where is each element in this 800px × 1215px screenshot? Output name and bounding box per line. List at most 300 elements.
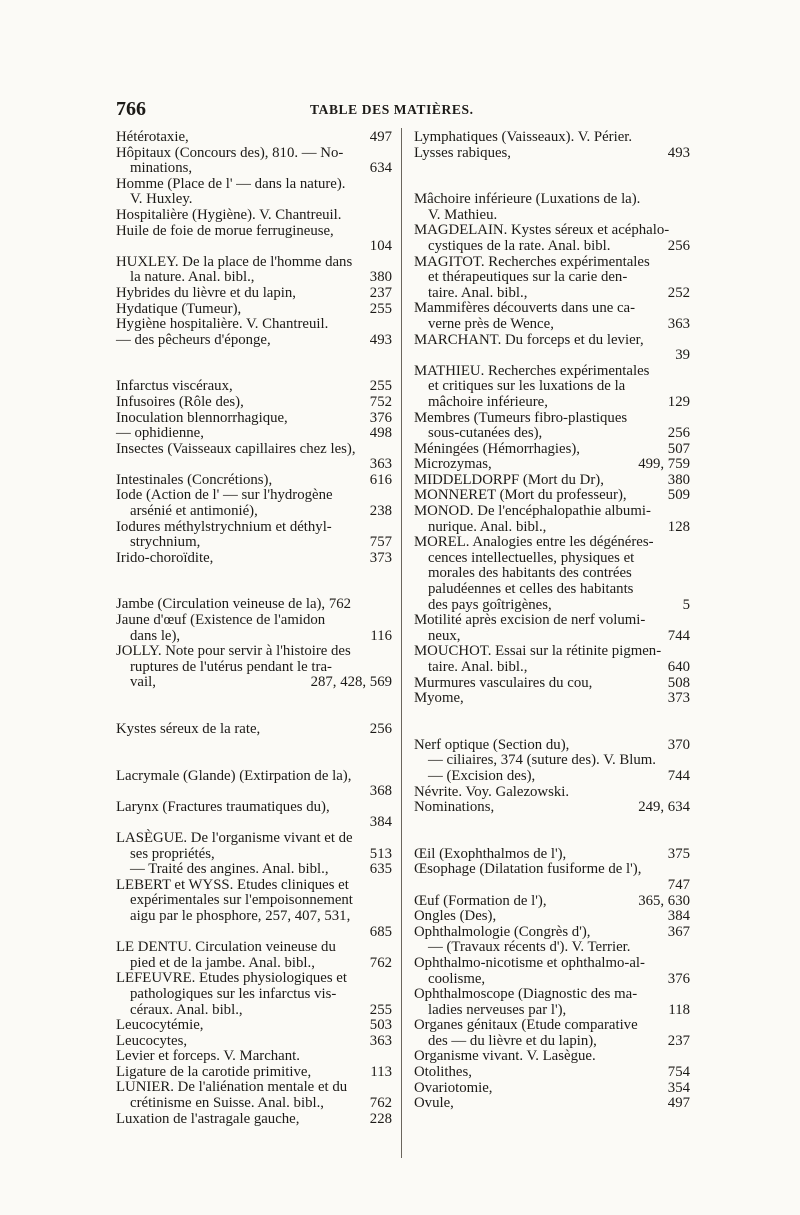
- entry-text: HUXLEY. De la place de l'homme dans: [116, 253, 353, 270]
- index-entry-line: [116, 613, 392, 629]
- entry-text: cystiques de la rate. Anal. bibl.: [428, 237, 611, 254]
- index-entry-line: [414, 847, 690, 863]
- page-header: [116, 98, 694, 122]
- entry-text: Infarctus viscéraux,: [116, 378, 233, 395]
- index-entry-line: [414, 348, 690, 364]
- index-entry-line: [414, 130, 690, 146]
- running-title: TABLE DES MATIÈRES.: [310, 102, 474, 117]
- index-entry-line: [414, 894, 690, 910]
- index-entry-line: [414, 301, 690, 317]
- index-entry: [116, 551, 392, 567]
- index-entry: [414, 504, 690, 535]
- entry-text: Inoculation blennorrhagique,: [116, 409, 288, 426]
- entry-text: Iode (Action de l' — sur l'hydrogène: [116, 487, 333, 504]
- index-entry-line: [414, 223, 690, 239]
- page-reference: 118: [668, 1001, 690, 1018]
- entry-text: Œil (Exophthalmos de l'),: [414, 845, 567, 862]
- entry-text: Ovariotomie,: [414, 1079, 493, 1096]
- index-entry-line: [414, 442, 690, 458]
- entry-text: MOREL. Analogies entre les dégénéres-: [414, 534, 654, 551]
- page-reference: 129: [667, 393, 690, 410]
- index-entry: [414, 613, 690, 644]
- entry-text: cences intellectuelles, physiques et: [428, 549, 635, 566]
- index-entry: [414, 956, 690, 987]
- entry-text: Membres (Tumeurs fibro-plastiques: [414, 409, 628, 426]
- index-entry-line: [414, 644, 690, 660]
- index-entry-line: [116, 286, 392, 302]
- index-entry-line: [116, 660, 392, 676]
- index-entry-line: [116, 130, 392, 146]
- entry-text: Hétérotaxie,: [116, 129, 189, 145]
- index-entry: [116, 286, 392, 302]
- index-entry-line: [414, 411, 690, 427]
- index-entry-line: [116, 442, 392, 458]
- index-entry-line: [116, 1096, 392, 1112]
- index-entry-line: [414, 987, 690, 1003]
- entry-text: Murmures vasculaires du cou,: [414, 674, 593, 691]
- page-reference: 365, 630: [638, 892, 690, 909]
- index-entry: [414, 255, 690, 302]
- entry-text: Kystes séreux de la rate,: [116, 721, 261, 737]
- index-entry: [116, 302, 392, 318]
- entry-text: céraux. Anal. bibl.,: [130, 1001, 243, 1018]
- page-reference: 370: [667, 736, 690, 753]
- index-entry-line: [116, 535, 392, 551]
- page-reference: 249, 634: [638, 799, 690, 816]
- entry-text: MOUCHOT. Essai sur la rétinite pigmen-: [414, 643, 662, 660]
- index-entry-line: [116, 1049, 392, 1065]
- entry-text: crétinisme en Suisse. Anal. bibl.,: [130, 1095, 324, 1112]
- entry-text: Homme (Place de l' — dans la nature).: [116, 175, 346, 192]
- index-entry-line: [116, 925, 392, 941]
- entry-text: Hospitalière (Hygiène). V. Chantreuil.: [116, 206, 342, 223]
- page-reference: 5: [682, 596, 690, 613]
- index-entry-line: [116, 520, 392, 536]
- index-entry: [414, 1049, 690, 1065]
- page-reference: 376: [369, 409, 392, 426]
- entry-text: Levier et forceps. V. Marchant.: [116, 1048, 300, 1065]
- index-entry-line: [414, 146, 690, 162]
- entry-text: Ophthalmologie (Congrès d'),: [414, 923, 591, 940]
- page-reference: 252: [667, 284, 690, 301]
- entry-text: Iodures méthylstrychnium et déthyl-: [116, 518, 332, 535]
- page-reference: 255: [369, 1001, 392, 1018]
- page-reference: 380: [369, 269, 392, 286]
- index-entry-line: [116, 192, 392, 208]
- entry-text: LASÈGUE. De l'organisme vivant et de: [116, 829, 353, 846]
- index-entry: [116, 722, 392, 738]
- index-entry-line: [116, 224, 392, 240]
- entry-text: des pays goîtrigènes,: [428, 596, 552, 613]
- index-entry: [414, 1065, 690, 1081]
- index-entry-line: [116, 769, 392, 785]
- index-entry-line: [116, 302, 392, 318]
- index-entry: [414, 800, 690, 816]
- index-entry: [414, 457, 690, 473]
- index-entry: [414, 333, 690, 364]
- index-entry-line: [414, 192, 690, 208]
- entry-text: — ophidienne,: [116, 425, 204, 442]
- entry-text: Luxation de l'astragale gauche,: [116, 1110, 300, 1127]
- entry-text: LUNIER. De l'aliénation mentale et du: [116, 1079, 348, 1096]
- page-reference: 508: [667, 674, 690, 691]
- index-entry: [116, 1034, 392, 1050]
- entry-text: taire. Anal. bibl.,: [428, 284, 528, 301]
- entry-text: Mâchoire inférieure (Luxations de la).: [414, 191, 641, 208]
- index-entry-line: [116, 1034, 392, 1050]
- index-entry-line: [414, 660, 690, 676]
- index-entry-line: [116, 1003, 392, 1019]
- column-divider: [401, 128, 402, 1158]
- index-entry-line: [116, 473, 392, 489]
- entry-text: Œuf (Formation de l'),: [414, 892, 547, 909]
- entry-text: — (Excision des),: [428, 767, 536, 784]
- index-entry: [116, 473, 392, 489]
- index-entry-line: [414, 909, 690, 925]
- index-entry-line: [414, 426, 690, 442]
- index-entry: [414, 364, 690, 411]
- index-entry-line: [116, 239, 392, 255]
- index-entry: [116, 800, 392, 831]
- entry-text: Intestinales (Concrétions),: [116, 471, 273, 488]
- section-gap: [116, 691, 392, 722]
- index-entry: [116, 520, 392, 551]
- index-entry: [116, 831, 392, 878]
- page-reference: 256: [369, 721, 392, 737]
- entry-text: Lacrymale (Glande) (Extirpation de la),: [116, 767, 352, 784]
- index-entry: [116, 333, 392, 349]
- index-entry-line: [116, 333, 392, 349]
- entry-text: mâchoire inférieure,: [428, 393, 548, 410]
- index-entry: [116, 255, 392, 286]
- index-entry-line: [116, 177, 392, 193]
- page-reference: 744: [667, 627, 690, 644]
- index-entry-line: [414, 551, 690, 567]
- index-entry-line: [414, 286, 690, 302]
- index-entry-line: [414, 504, 690, 520]
- entry-text: MAGITOT. Recherches expérimentales: [414, 253, 650, 270]
- entry-text: minations,: [130, 160, 193, 177]
- entry-text: Myome,: [414, 690, 464, 707]
- entry-text: Lymphatiques (Vaisseaux). V. Périer.: [414, 129, 633, 145]
- index-entry-line: [414, 333, 690, 349]
- entry-text: des — du lièvre et du lapin),: [428, 1032, 597, 1049]
- page-reference: 498: [369, 425, 392, 442]
- index-entry-line: [116, 644, 392, 660]
- index-entry-line: [414, 208, 690, 224]
- index-entry: [414, 644, 690, 675]
- index-entry-line: [116, 940, 392, 956]
- index-entry-line: [414, 1003, 690, 1019]
- index-entry-line: [414, 613, 690, 629]
- index-entry: [414, 192, 690, 223]
- index-entry: [116, 208, 392, 224]
- index-entry: [116, 411, 392, 427]
- entry-text: — (Travaux récents d'). V. Terrier.: [428, 939, 631, 956]
- entry-text: V. Mathieu.: [428, 206, 498, 223]
- index-entry-line: [116, 862, 392, 878]
- index-entry: [414, 488, 690, 504]
- index-entry: [414, 130, 690, 146]
- entry-text: Nominations,: [414, 799, 495, 816]
- index-entry: [414, 847, 690, 863]
- entry-text: verne près de Wence,: [428, 315, 554, 332]
- entry-text: Insectes (Vaisseaux capillaires chez les),: [116, 440, 356, 457]
- index-entry: [116, 769, 392, 800]
- index-entry-line: [116, 488, 392, 504]
- index-entry-line: [116, 722, 392, 738]
- entry-text: ladies nerveuses par l'),: [428, 1001, 567, 1018]
- page-reference: 744: [667, 767, 690, 784]
- entry-text: Motilité après excision de nerf volumi-: [414, 612, 646, 629]
- index-entry: [414, 1018, 690, 1049]
- index-entry: [116, 644, 392, 691]
- index-entry-line: [414, 769, 690, 785]
- index-entry: [414, 925, 690, 956]
- page-reference: 373: [667, 690, 690, 707]
- index-entry-line: [116, 270, 392, 286]
- entry-text: — ciliaires, 374 (suture des). V. Blum.: [428, 752, 656, 769]
- index-entry-line: [116, 1065, 392, 1081]
- page-reference: 354: [667, 1079, 690, 1096]
- page-reference: 634: [369, 160, 392, 177]
- index-entry-line: [116, 146, 392, 162]
- index-entry: [116, 224, 392, 255]
- page-reference: 104: [369, 238, 392, 255]
- index-entry-line: [414, 598, 690, 614]
- index-entry-line: [116, 831, 392, 847]
- section-gap: [116, 348, 392, 379]
- page-reference: 635: [369, 861, 392, 878]
- index-entry: [414, 223, 690, 254]
- page-reference: 640: [667, 659, 690, 675]
- index-entry-line: [414, 270, 690, 286]
- page-reference: 380: [667, 471, 690, 488]
- index-entry-line: [414, 691, 690, 707]
- entry-text: V. Huxley.: [130, 191, 193, 208]
- index-entry-line: [414, 395, 690, 411]
- index-entry-line: [414, 1065, 690, 1081]
- index-entry-line: [116, 208, 392, 224]
- index-entry: [116, 597, 392, 613]
- entry-text: MARCHANT. Du forceps et du levier,: [414, 331, 644, 348]
- page-reference: 363: [667, 315, 690, 332]
- index-entry-line: [414, 676, 690, 692]
- page-reference: 376: [667, 970, 690, 987]
- index-entry-line: [414, 862, 690, 878]
- entry-text: Hydatique (Tumeur),: [116, 300, 242, 317]
- index-entry: [116, 878, 392, 940]
- entry-text: vail,: [130, 674, 156, 691]
- index-entry: [414, 909, 690, 925]
- entry-text: Otolithes,: [414, 1064, 472, 1081]
- section-gap: [414, 707, 690, 738]
- entry-text: MONNERET (Mort du professeur),: [414, 487, 627, 504]
- index-entry-line: [116, 161, 392, 177]
- entry-text: coolisme,: [428, 970, 486, 987]
- page-reference: 363: [369, 1032, 392, 1049]
- index-entry-line: [414, 753, 690, 769]
- index-entry-line: [116, 426, 392, 442]
- index-entry-line: [116, 909, 392, 925]
- page-reference: 373: [369, 549, 392, 566]
- index-entry-line: [116, 971, 392, 987]
- page-reference: 757: [369, 534, 392, 551]
- index-entry-line: [414, 364, 690, 380]
- index-entry-line: [414, 457, 690, 473]
- index-entry-line: [116, 847, 392, 863]
- page-reference: 287, 428, 569: [310, 674, 392, 691]
- index-entry-line: [414, 1081, 690, 1097]
- entry-text: LEBERT et WYSS. Etudes cliniques et: [116, 876, 349, 893]
- page-reference: 616: [369, 471, 392, 488]
- entry-text: Organisme vivant. V. Lasègue.: [414, 1048, 596, 1065]
- page-reference: 368: [369, 783, 392, 800]
- entry-text: pied et de la jambe. Anal. bibl.,: [130, 954, 315, 971]
- index-entry-line: [414, 925, 690, 941]
- page-reference: 113: [370, 1063, 392, 1080]
- entry-text: la nature. Anal. bibl.,: [130, 269, 255, 286]
- index-entry: [116, 488, 392, 519]
- index-entry-line: [116, 629, 392, 645]
- index-entry-line: [116, 800, 392, 816]
- index-entry-line: [116, 411, 392, 427]
- entry-text: taire. Anal. bibl.,: [428, 659, 528, 675]
- index-entry: [116, 1018, 392, 1034]
- page-reference: 39: [675, 347, 690, 364]
- entry-text: Ovule,: [414, 1095, 454, 1112]
- index-entry-line: [414, 473, 690, 489]
- entry-text: arsénié et antimonié),: [130, 503, 258, 520]
- index-entry-line: [414, 535, 690, 551]
- entry-text: Nerf optique (Section du),: [414, 736, 570, 753]
- entry-text: Névrite. Voy. Galezowski.: [414, 783, 570, 800]
- index-entry: [116, 442, 392, 473]
- index-entry: [414, 301, 690, 332]
- index-entry: [116, 426, 392, 442]
- index-entry-line: [116, 893, 392, 909]
- page-reference: 497: [667, 1095, 690, 1112]
- index-entry-line: [116, 1080, 392, 1096]
- entry-text: Irido-choroïdite,: [116, 549, 214, 566]
- index-entry-line: [116, 395, 392, 411]
- index-entry-line: [414, 1034, 690, 1050]
- entry-text: Leucocytémie,: [116, 1017, 204, 1034]
- index-entry-line: [414, 1096, 690, 1112]
- page-reference: 375: [667, 845, 690, 862]
- page-reference: 493: [369, 331, 392, 348]
- entry-text: Hygiène hospitalière. V. Chantreuil.: [116, 316, 329, 333]
- entry-text: MAGDELAIN. Kystes séreux et acéphalo-: [414, 222, 670, 239]
- entry-text: Ophthalmoscope (Diagnostic des ma-: [414, 986, 638, 1003]
- entry-text: Jaune d'œuf (Existence de l'amidon: [116, 612, 326, 629]
- index-entry-line: [414, 379, 690, 395]
- entry-text: JOLLY. Note pour servir à l'histoire des: [116, 643, 351, 660]
- page-reference: 762: [369, 954, 392, 971]
- index-entry: [116, 130, 392, 146]
- entry-text: MIDDELDORPF (Mort du Dr),: [414, 471, 604, 488]
- page-reference: 237: [667, 1032, 690, 1049]
- index-entry: [414, 738, 690, 785]
- index-entry-line: [116, 551, 392, 567]
- entry-text: ses propriétés,: [130, 845, 215, 862]
- entry-text: Œsophage (Dilatation fusiforme de l'),: [414, 861, 642, 878]
- page-reference: 747: [667, 876, 690, 893]
- page-reference: 237: [369, 284, 392, 301]
- entry-text: Microzymas,: [414, 456, 492, 473]
- page-reference: 754: [667, 1064, 690, 1081]
- index-entry-line: [116, 504, 392, 520]
- index-entry-line: [116, 1018, 392, 1034]
- entry-text: Hôpitaux (Concours des), 810. — No-: [116, 144, 344, 161]
- page-reference: 238: [369, 503, 392, 520]
- index-entry: [414, 473, 690, 489]
- index-entry-line: [414, 785, 690, 801]
- entry-text: pathologiques sur les infarctus vis-: [130, 985, 337, 1002]
- page-reference: 752: [369, 393, 392, 410]
- index-entry: [414, 442, 690, 458]
- index-entry: [116, 613, 392, 644]
- index-entry: [414, 691, 690, 707]
- index-entry-line: [414, 738, 690, 754]
- index-entry: [414, 1096, 690, 1112]
- entry-text: et critiques sur les luxations de la: [428, 378, 626, 395]
- index-entry: [116, 1080, 392, 1111]
- section-gap: [116, 738, 392, 769]
- page-number: 766: [116, 98, 146, 120]
- page-reference: 509: [667, 487, 690, 504]
- index-entry: [116, 1112, 392, 1128]
- entry-text: LE DENTU. Circulation veineuse du: [116, 939, 336, 956]
- index-entry: [116, 1065, 392, 1081]
- index-entry-line: [414, 566, 690, 582]
- index-entry: [414, 987, 690, 1018]
- index-entry: [414, 411, 690, 442]
- index-entry: [116, 379, 392, 395]
- index-entry-line: [116, 878, 392, 894]
- page-reference: 384: [667, 908, 690, 925]
- entry-text: — Traité des angines. Anal. bibl.,: [130, 861, 329, 878]
- index-entry-line: [116, 784, 392, 800]
- index-entry-line: [116, 956, 392, 972]
- entry-text: paludéennes et celles des habitants: [428, 581, 634, 598]
- index-entry-line: [414, 972, 690, 988]
- page-reference: 367: [667, 923, 690, 940]
- page-reference: 685: [369, 923, 392, 940]
- entry-text: LEFEUVRE. Etudes physiologiques et: [116, 970, 347, 987]
- index-entry: [414, 785, 690, 801]
- page-reference: 762: [369, 1095, 392, 1112]
- index-entry: [116, 940, 392, 971]
- entry-text: MATHIEU. Recherches expérimentales: [414, 362, 650, 379]
- page-reference: 255: [369, 378, 392, 395]
- page-reference: 256: [667, 425, 690, 442]
- index-entry-line: [414, 239, 690, 255]
- index-entry-line: [414, 255, 690, 271]
- index-entry: [116, 395, 392, 411]
- page-reference: 384: [369, 814, 392, 831]
- index-entry-line: [414, 878, 690, 894]
- index-entry-line: [116, 317, 392, 333]
- entry-text: Ophthalmo-nicotisme et ophthalmo-al-: [414, 954, 645, 971]
- index-entry-line: [414, 1018, 690, 1034]
- page-reference: 255: [369, 300, 392, 317]
- entry-text: Larynx (Fractures traumatiques du),: [116, 798, 330, 815]
- entry-text: strychnium,: [130, 534, 201, 551]
- page-reference: 513: [369, 845, 392, 862]
- entry-text: Lysses rabiques,: [414, 144, 511, 161]
- index-entry-line: [116, 987, 392, 1003]
